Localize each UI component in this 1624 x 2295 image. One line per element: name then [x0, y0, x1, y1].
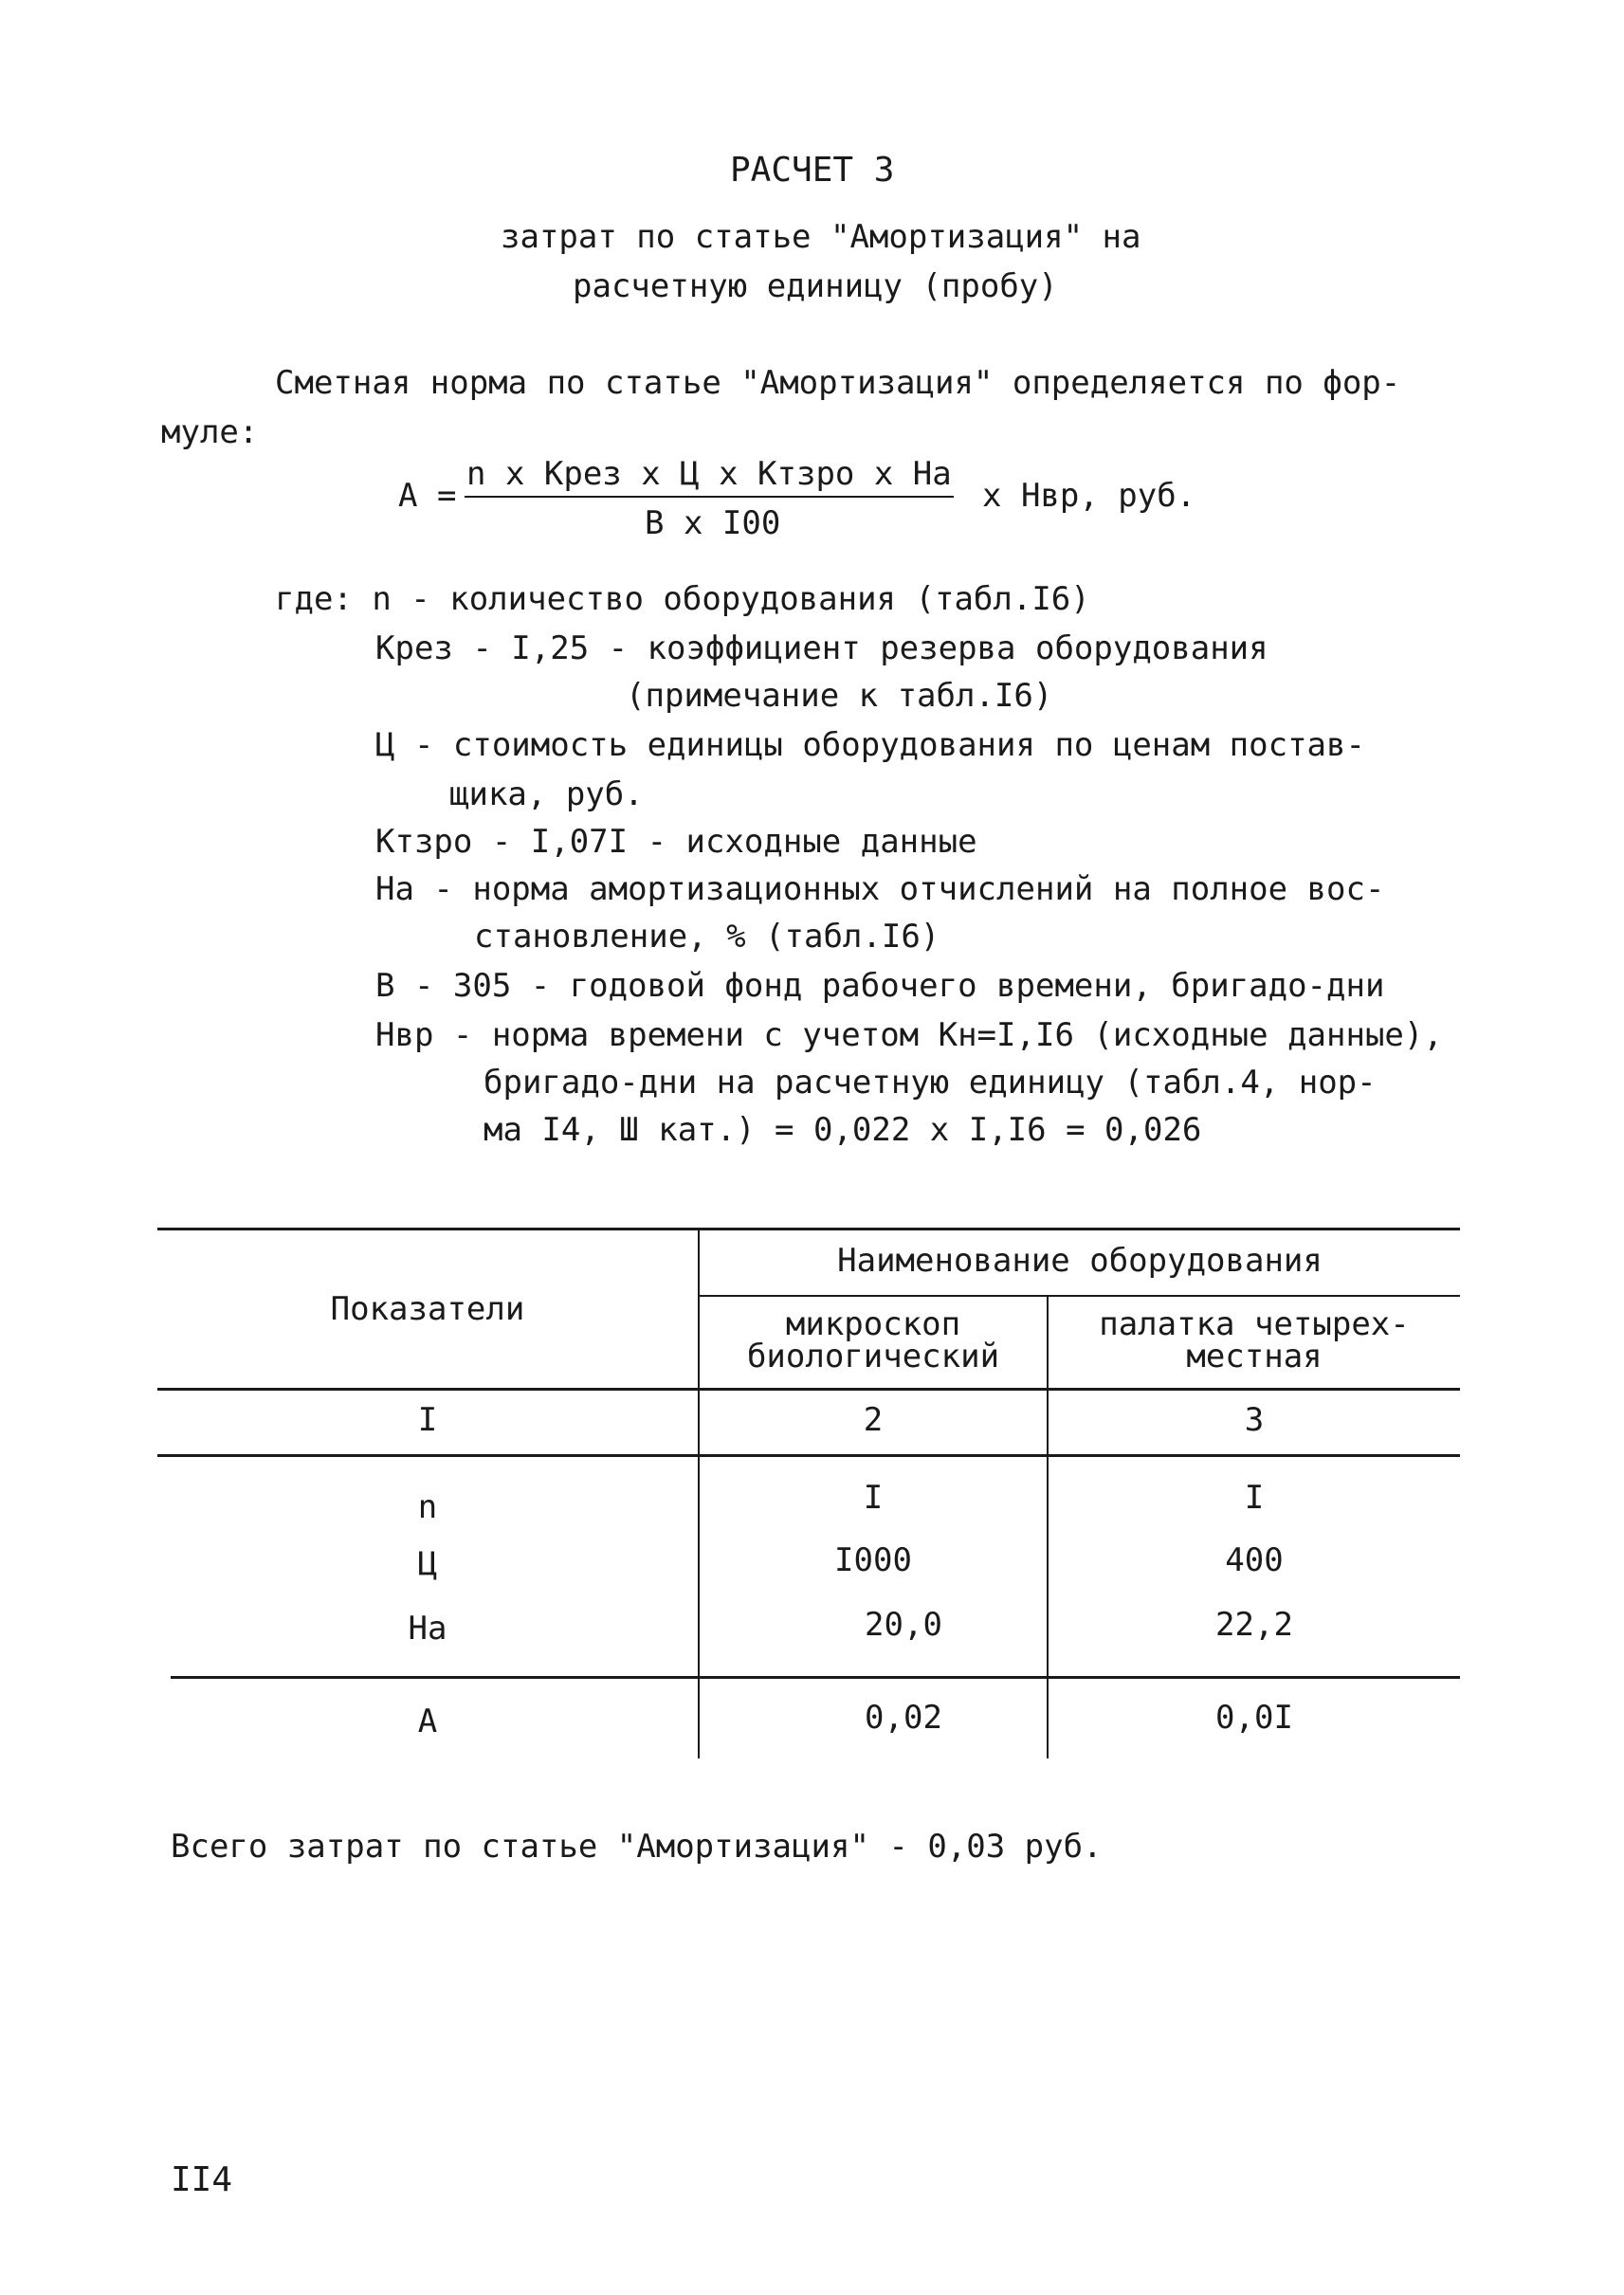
formula-lhs: А = [398, 477, 457, 515]
definition-line: ма I4, Ш кат.) = 0,022 x I,I6 = 0,026 [484, 1111, 1202, 1149]
col-number-2: 2 [863, 1401, 884, 1439]
row-label-total: А [417, 1703, 438, 1740]
col-header-microscope-l1: микроскоп [785, 1305, 961, 1343]
definition-line: На - норма амортизационных отчислений на полное вос- [375, 870, 1385, 908]
formula-denominator: В x I00 [645, 504, 781, 542]
row-norm-tent: 22,2 [1215, 1606, 1293, 1644]
table-rule-top [157, 1228, 1460, 1230]
definition-line: щика, руб. [449, 775, 644, 813]
definition-line: бригадо-дни на расчетную единицу (табл.4, нор- [484, 1064, 1377, 1102]
definition-line: становление, % (табл.I6) [474, 918, 940, 956]
row-n-tent: I [1244, 1479, 1265, 1517]
definition-line: где: n - количество оборудования (табл.I6) [275, 580, 1090, 618]
definition-line: (примечание к табл.I6) [626, 677, 1053, 715]
row-total-microscope: 0,02 [865, 1699, 942, 1737]
row-price-tent: 400 [1225, 1541, 1284, 1579]
row-label-norm: На [408, 1610, 447, 1648]
row-total-tent: 0,0I [1215, 1699, 1293, 1737]
page-number: II4 [171, 2160, 233, 2199]
row-price-microscope: I000 [834, 1541, 912, 1579]
row-label-price: Ц [417, 1545, 438, 1583]
summary-line: Всего затрат по статье "Амортизация" - 0,03 руб. [171, 1828, 1103, 1866]
definition-line: Крез - I,25 - коэффициент резерва оборудования [375, 629, 1268, 667]
col-number-1: I [417, 1401, 438, 1439]
table-rule-header-bottom [157, 1388, 1460, 1391]
table-rule-total-top [171, 1676, 1460, 1679]
col-number-3: 3 [1244, 1401, 1265, 1439]
table-rule-group [700, 1295, 1460, 1297]
formula-numerator: n x Крез x Ц x Ктзро x На [465, 455, 954, 498]
definition-line: Ктзро - I,07I - исходные данные [375, 823, 977, 861]
col-header-indicators: Показатели [330, 1290, 525, 1328]
row-label-n: n [417, 1488, 438, 1526]
col-header-tent-l2: местная [1186, 1338, 1323, 1375]
col-header-tent-l1: палатка четырех- [1099, 1305, 1410, 1343]
subtitle-line-2: расчетную единицу (пробу) [573, 267, 1058, 305]
page-title: РАСЧЕТ 3 [730, 151, 895, 190]
definition-line: Нвр - норма времени с учетом Кн=I,I6 (исходные данные), [375, 1016, 1443, 1054]
definition-line: Ц - стоимость единицы оборудования по ценам постав- [375, 726, 1365, 764]
formula-tail: x Нвр, руб. [982, 477, 1196, 515]
group-header-equipment: Наименование оборудования [837, 1242, 1323, 1280]
table-rule-numbers-bottom [157, 1454, 1460, 1457]
col-header-microscope-l2: биологический [746, 1338, 1000, 1375]
row-norm-microscope: 20,0 [865, 1606, 942, 1644]
row-n-microscope: I [863, 1479, 884, 1517]
intro-line-1: Сметная норма по статье "Амортизация" определяется по фор- [275, 364, 1401, 402]
intro-line-2: муле: [161, 413, 259, 451]
definition-line: В - 305 - годовой фонд рабочего времени, бригадо-дни [375, 967, 1385, 1005]
subtitle-line-1: затрат по статье "Амортизация" на [501, 218, 1141, 256]
